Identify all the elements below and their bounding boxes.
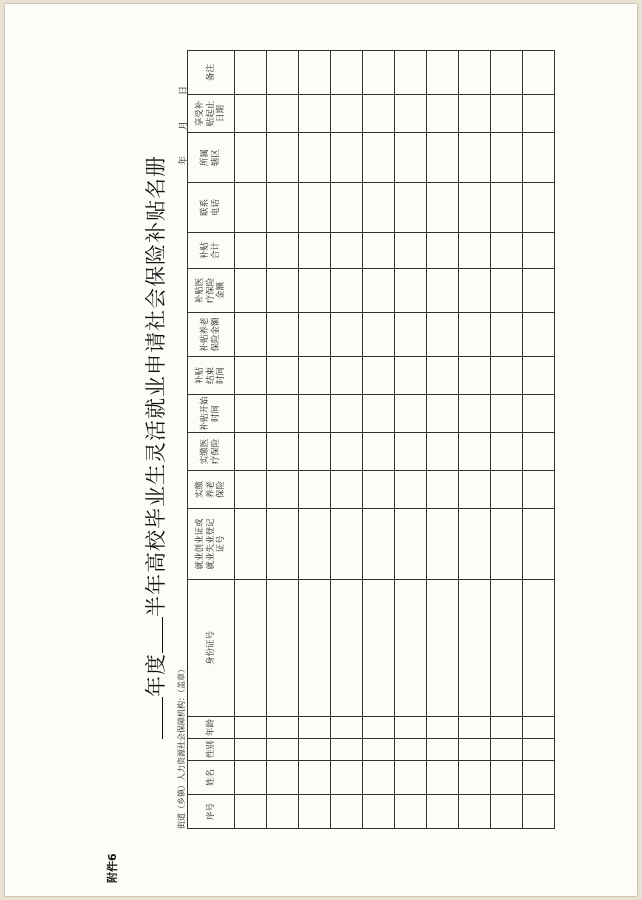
table-cell[interactable]: [299, 233, 331, 269]
table-cell[interactable]: [331, 580, 363, 717]
table-cell[interactable]: [427, 133, 459, 183]
table-cell[interactable]: [235, 51, 267, 95]
table-cell[interactable]: [299, 509, 331, 580]
table-cell[interactable]: [427, 95, 459, 133]
table-cell[interactable]: [523, 761, 555, 795]
table-cell[interactable]: [395, 269, 427, 313]
table-cell[interactable]: [299, 717, 331, 739]
table-cell[interactable]: [395, 95, 427, 133]
table-cell[interactable]: [459, 313, 491, 357]
table-cell[interactable]: [331, 761, 363, 795]
table-cell[interactable]: [235, 739, 267, 761]
table-row: [235, 51, 267, 829]
table-cell[interactable]: [395, 133, 427, 183]
table-cell[interactable]: [331, 183, 363, 233]
table-cell[interactable]: [363, 739, 395, 761]
table-cell[interactable]: [235, 357, 267, 395]
table-cell[interactable]: [427, 795, 459, 829]
table-cell[interactable]: [363, 313, 395, 357]
table-cell[interactable]: [267, 95, 299, 133]
table-cell[interactable]: [235, 269, 267, 313]
date-year: 年: [179, 155, 189, 165]
form-title: [140, 7, 170, 887]
table-row: [267, 51, 299, 829]
table-cell[interactable]: [363, 761, 395, 795]
table-cell[interactable]: [363, 183, 395, 233]
table-cell[interactable]: [395, 471, 427, 509]
table-cell[interactable]: [491, 395, 523, 433]
table-cell[interactable]: [459, 51, 491, 95]
table-cell[interactable]: [523, 795, 555, 829]
table-cell[interactable]: [491, 795, 523, 829]
column-header-10: [188, 357, 235, 395]
table-cell[interactable]: [491, 761, 523, 795]
column-header-16: [188, 95, 235, 133]
table-cell[interactable]: [427, 717, 459, 739]
table-cell[interactable]: [363, 795, 395, 829]
table-cell[interactable]: [459, 357, 491, 395]
date-day: 日: [179, 85, 189, 95]
table-cell[interactable]: [395, 357, 427, 395]
table-cell[interactable]: [331, 133, 363, 183]
table-cell[interactable]: [299, 580, 331, 717]
column-header-label: 年龄: [205, 719, 216, 737]
table-cell[interactable]: [267, 183, 299, 233]
table-cell[interactable]: [299, 133, 331, 183]
column-header-6: [188, 509, 235, 580]
table-cell[interactable]: [363, 269, 395, 313]
table-cell[interactable]: [299, 433, 331, 471]
table-cell[interactable]: [523, 51, 555, 95]
column-header-1: [188, 795, 235, 829]
table-cell[interactable]: [395, 761, 427, 795]
table-cell[interactable]: [235, 313, 267, 357]
table-cell[interactable]: [427, 269, 459, 313]
table-cell[interactable]: [235, 717, 267, 739]
column-header-label: 补贴养老 保险金额: [200, 317, 221, 352]
table-cell[interactable]: [331, 471, 363, 509]
table-cell[interactable]: [299, 183, 331, 233]
table-cell[interactable]: [331, 51, 363, 95]
table-cell[interactable]: [395, 580, 427, 717]
table-row: [331, 51, 363, 829]
table-cell[interactable]: [491, 51, 523, 95]
column-header-label: 联系 电话: [200, 199, 221, 217]
table-cell[interactable]: [331, 509, 363, 580]
table-cell[interactable]: [459, 509, 491, 580]
table-cell[interactable]: [363, 51, 395, 95]
column-header-label: 性别: [205, 741, 216, 759]
table-cell[interactable]: [331, 95, 363, 133]
table-cell[interactable]: [395, 313, 427, 357]
column-header-label: 补贴 结束 时间: [195, 367, 227, 385]
table-cell[interactable]: [395, 183, 427, 233]
year-blank: [162, 697, 163, 739]
table-cell[interactable]: [299, 313, 331, 357]
column-header-label: 补贴医 疗保险 金额: [195, 277, 227, 304]
table-cell[interactable]: [459, 395, 491, 433]
table-cell[interactable]: [491, 580, 523, 717]
table-cell[interactable]: [235, 133, 267, 183]
table-cell[interactable]: [363, 717, 395, 739]
column-header-13: [188, 233, 235, 269]
table-cell[interactable]: [267, 471, 299, 509]
table-cell[interactable]: [395, 795, 427, 829]
column-header-14: [188, 183, 235, 233]
table-cell[interactable]: [523, 739, 555, 761]
table-cell[interactable]: [299, 795, 331, 829]
table-cell[interactable]: [363, 433, 395, 471]
date-month: 月: [179, 120, 189, 130]
table-cell[interactable]: [267, 133, 299, 183]
table-cell[interactable]: [395, 509, 427, 580]
table-cell[interactable]: [427, 183, 459, 233]
attachment-label: 附件6: [106, 853, 119, 883]
rotated-form: [17, 7, 627, 887]
table-cell[interactable]: [523, 95, 555, 133]
table-cell[interactable]: [235, 509, 267, 580]
table-cell[interactable]: [363, 471, 395, 509]
table-cell[interactable]: [459, 717, 491, 739]
table-cell[interactable]: [235, 95, 267, 133]
column-header-8: [188, 433, 235, 471]
document-page: [5, 4, 637, 896]
table-cell[interactable]: [267, 509, 299, 580]
table-cell[interactable]: [267, 761, 299, 795]
table-row: [491, 51, 523, 829]
column-header-label: 备注: [205, 64, 216, 82]
title-main: 半年高校毕业生灵活就业申请社会保险补贴名册: [144, 155, 168, 617]
table-cell[interactable]: [523, 269, 555, 313]
table-cell[interactable]: [523, 357, 555, 395]
table-cell[interactable]: [523, 433, 555, 471]
table-cell[interactable]: [331, 269, 363, 313]
table-cell[interactable]: [363, 580, 395, 717]
column-header-label: 所属 辖区: [200, 149, 221, 167]
table-cell[interactable]: [491, 717, 523, 739]
table-cell[interactable]: [235, 233, 267, 269]
table-cell[interactable]: [267, 739, 299, 761]
table-cell[interactable]: [267, 233, 299, 269]
table-cell[interactable]: [459, 580, 491, 717]
table-cell[interactable]: [331, 433, 363, 471]
column-header-11: [188, 313, 235, 357]
column-header-label: 序号: [205, 803, 216, 821]
column-header-15: [188, 133, 235, 183]
table-cell[interactable]: [363, 95, 395, 133]
table-cell[interactable]: [363, 133, 395, 183]
table-cell[interactable]: [523, 183, 555, 233]
table-cell[interactable]: [331, 717, 363, 739]
table-cell[interactable]: [427, 761, 459, 795]
table-cell[interactable]: [523, 133, 555, 183]
table-body: [235, 51, 555, 829]
table-header-row: [188, 51, 235, 829]
table-cell[interactable]: [459, 133, 491, 183]
table-cell[interactable]: [395, 51, 427, 95]
column-header-label: 享受补 贴起止 日期: [195, 100, 227, 127]
table-cell[interactable]: [299, 761, 331, 795]
column-header-label: 身份证号: [205, 631, 216, 666]
column-header-label: 补贴 合计: [200, 242, 221, 260]
table-cell[interactable]: [523, 395, 555, 433]
table-cell[interactable]: [427, 509, 459, 580]
column-header-label: 实缴 养老 保险: [195, 481, 227, 499]
table-cell[interactable]: [299, 51, 331, 95]
column-header-label: 实缴医 疗保险: [200, 438, 221, 465]
table-cell[interactable]: [491, 471, 523, 509]
table-cell[interactable]: [523, 233, 555, 269]
table-cell[interactable]: [459, 269, 491, 313]
table-cell[interactable]: [459, 433, 491, 471]
column-header-label: 姓名: [205, 769, 216, 787]
table-cell[interactable]: [363, 233, 395, 269]
table-cell[interactable]: [427, 433, 459, 471]
table-cell[interactable]: [299, 95, 331, 133]
table-cell[interactable]: [267, 395, 299, 433]
table-cell[interactable]: [299, 739, 331, 761]
table-cell[interactable]: [235, 183, 267, 233]
table-cell[interactable]: [331, 233, 363, 269]
title-year-word: 年度: [144, 653, 168, 697]
table-cell[interactable]: [491, 357, 523, 395]
table-cell[interactable]: [459, 233, 491, 269]
table-cell[interactable]: [235, 580, 267, 717]
table-cell[interactable]: [331, 395, 363, 433]
table-cell[interactable]: [299, 395, 331, 433]
table-cell[interactable]: [491, 509, 523, 580]
table-cell[interactable]: [235, 395, 267, 433]
table-row: [459, 51, 491, 829]
column-header-label: 就业创业证或 就业失业登记 证号: [195, 518, 227, 570]
table-cell[interactable]: [427, 357, 459, 395]
table-cell[interactable]: [523, 313, 555, 357]
table-cell[interactable]: [363, 395, 395, 433]
table-cell[interactable]: [267, 357, 299, 395]
table-cell[interactable]: [459, 795, 491, 829]
table-cell[interactable]: [235, 433, 267, 471]
table-cell[interactable]: [459, 739, 491, 761]
table-cell[interactable]: [267, 313, 299, 357]
table-cell[interactable]: [491, 313, 523, 357]
table-cell[interactable]: [491, 433, 523, 471]
table-cell[interactable]: [523, 580, 555, 717]
table-cell[interactable]: [395, 433, 427, 471]
table-cell[interactable]: [235, 761, 267, 795]
table-cell[interactable]: [459, 95, 491, 133]
table-cell[interactable]: [395, 395, 427, 433]
table-cell[interactable]: [331, 795, 363, 829]
table-row: [299, 51, 331, 829]
column-header-2: [188, 761, 235, 795]
column-header-9: [188, 395, 235, 433]
column-header-3: [188, 739, 235, 761]
table-cell[interactable]: [459, 761, 491, 795]
table-row: [523, 51, 555, 829]
table-cell[interactable]: [427, 471, 459, 509]
table-row: [363, 51, 395, 829]
table-cell[interactable]: [299, 357, 331, 395]
table-cell[interactable]: [491, 739, 523, 761]
table-cell[interactable]: [395, 739, 427, 761]
table-cell[interactable]: [427, 313, 459, 357]
table-cell[interactable]: [491, 269, 523, 313]
table-cell[interactable]: [267, 795, 299, 829]
issuing-unit-label: 街道（乡镇）人力资源社会保障机构：（盖章）: [177, 665, 186, 829]
table-cell[interactable]: [331, 357, 363, 395]
table-cell[interactable]: [459, 183, 491, 233]
table-cell[interactable]: [363, 509, 395, 580]
table-cell[interactable]: [267, 580, 299, 717]
table-cell[interactable]: [235, 795, 267, 829]
table-cell[interactable]: [299, 471, 331, 509]
table-cell[interactable]: [427, 580, 459, 717]
table-cell[interactable]: [395, 233, 427, 269]
table-cell[interactable]: [331, 739, 363, 761]
table-cell[interactable]: [491, 183, 523, 233]
table-cell[interactable]: [363, 357, 395, 395]
table-cell[interactable]: [235, 471, 267, 509]
column-header-5: [188, 580, 235, 717]
table-cell[interactable]: [523, 717, 555, 739]
table-row: [427, 51, 459, 829]
table-cell[interactable]: [267, 269, 299, 313]
table-cell[interactable]: [491, 95, 523, 133]
table-cell[interactable]: [459, 471, 491, 509]
table-cell[interactable]: [523, 509, 555, 580]
subsidy-roster-table: [187, 50, 555, 829]
column-header-4: [188, 717, 235, 739]
table-cell[interactable]: [427, 51, 459, 95]
half-blank: [162, 617, 163, 653]
column-header-label: 补贴开始 时间: [200, 396, 221, 431]
table-cell[interactable]: [491, 133, 523, 183]
table-cell[interactable]: [427, 233, 459, 269]
table-cell[interactable]: [491, 233, 523, 269]
table-cell[interactable]: [395, 717, 427, 739]
table-cell[interactable]: [299, 269, 331, 313]
table-cell[interactable]: [267, 51, 299, 95]
column-header-17: [188, 51, 235, 95]
table-cell[interactable]: [267, 433, 299, 471]
table-cell[interactable]: [267, 717, 299, 739]
table-cell[interactable]: [427, 739, 459, 761]
table-row: [395, 51, 427, 829]
table-cell[interactable]: [427, 395, 459, 433]
table-cell[interactable]: [331, 313, 363, 357]
column-header-7: [188, 471, 235, 509]
table-cell[interactable]: [523, 471, 555, 509]
column-header-12: [188, 269, 235, 313]
